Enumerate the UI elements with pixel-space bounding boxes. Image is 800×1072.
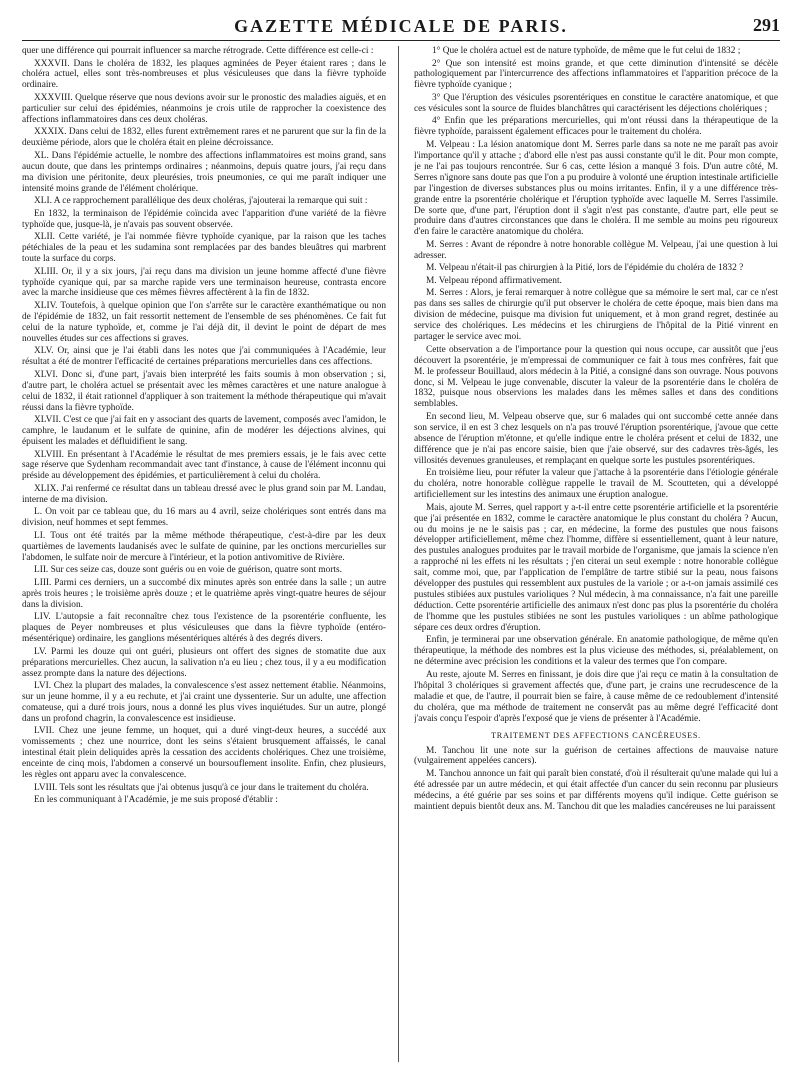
paragraph: LVI. Chez la plupart des malades, la convalescence s'est assez nettement établie. Néanmoins, sur un jeune homme, il y a eu rechute, et j'ai craint une dyssenterie. Sur un adulte, une affection comateuse, qui a duré trois jours, nous a donné les plus vives inquiétudes. Sur un autre, plongé dans un profond chagrin, la convalescence est insidieuse. (22, 681, 386, 724)
paragraph: LVII. Chez une jeune femme, un hoquet, qui a duré vingt-deux heures, a succédé aux vomissements ; chez une nourrice, dont les seins s'étaient brusquement affaissés, le canal intestinal était plein deliquides après la cessation des accidents cholériques. Chez une troisième, enceinte de cinq mois, l'abdomen a conservé un boursouflement insolite. Enfin, chez plusieurs, les règles ont apparu avec la convalescence. (22, 726, 386, 781)
text-columns (22, 46, 780, 1062)
paragraph: LI. Tous ont été traités par la même méthode thérapeutique, c'est-à-dire par les deux quartièmes de lavements laudanisés avec le sulfate de quinine, par les onctions mercurielles sur l'abdomen, le sulfate noir de mercure à l'intérieur, et la potion antivomitive de Rivière. (22, 530, 386, 563)
left-column (22, 46, 386, 1062)
journal-title: GAZETTE MÉDICALE DE PARIS. (234, 16, 568, 36)
paragraph: En troisième lieu, pour réfuter la valeur que j'attache à la psorentérie dans l'étiologie générale du choléra, notre honorable collègue rappelle le travail de M. Scoutteten, qui a développé artificiellement sur les intestins des animaux une éruption analogue. (414, 468, 778, 501)
paragraph: LII. Sur ces seize cas, douze sont guéris ou en voie de guérison, quatre sont morts. (34, 565, 343, 576)
paragraph: XXXVII. Dans le choléra de 1832, les plaques agminées de Peyer étaient rares ; dans le choléra actuel, elles sont très-nombreuses et plus vésiculeuses que dans la fièvre typhoïde ordinaire. (22, 58, 386, 91)
paragraph: L. On voit par ce tableau que, du 16 mars au 4 avril, seize cholériques sont entrés dans ma division, neuf hommes et sept femmes. (22, 507, 386, 529)
paragraph: M. Serres : Avant de répondre à notre honorable collègue M. Velpeau, j'ai une question à lui adresser. (414, 239, 778, 261)
paragraph: 3° Que l'éruption des vésicules psorentériques en constitue le caractère anatomique, et que ces vésicules sont la source de fluides blanchâtres qui caractérisent les déjections cholériques ; (414, 92, 778, 114)
paragraph: XXXVIII. Quelque réserve que nous devions avoir sur le pronostic des maladies aiguës, et en particulier sur celui des épidémies, néanmoins je crois utile de rapprocher la coexistence des affections inflammatoires dans ces deux choléras. (22, 92, 386, 125)
paragraph: LVIII. Tels sont les résultats que j'ai obtenus jusqu'à ce jour dans le traitement du choléra. (34, 782, 369, 793)
paragraph: LIII. Parmi ces derniers, un a succombé dix minutes après son entrée dans la salle ; un autre après trois heures ; le troisième après douze ; et le quatrième après vingt-quatre heures de séjour dans la division. (22, 577, 386, 610)
paragraph: Mais, ajoute M. Serres, quel rapport y a-t-il entre cette psorentérie artificielle et la psorentérie que j'ai présentée en 1832, comme le caractère anatomique le plus constant du choléra ? Aucun, ou du moins je ne le saisis pas ; car, en médecine, la forme des pustules que nous faisons développer artificiellement, même chez l'homme, diffère si essentiellement, quant à leur nature, des pustules analogues produites par le travail morbide de l'organisme, que jamais la science n'en a rapproché ni les effets ni les résultats ; j'en citerai un seul exemple : notre honorable collègue sait, comme moi, que, par l'application de l'emplâtre de tartre stibié sur la peau, nous faisons développer des pustules qui ressemblent aux pustules de la variole ; or a-t-on jamais assimilé ces pustules stibiées aux pustules varioliques ? Nul médecin, à ma connaissance, n'a fait une pareille déduction. Cette psorentérie artificielle des animaux n'est donc pas plus la psorentérie du choléra de l'homme que les pustules stibiées ne sont les pustules varioliques : un abîme pathologique sépare ces deux ordres d'éruption. (414, 502, 778, 633)
section-heading: TRAITEMENT DES AFFECTIONS CANCÉREUSES. (491, 730, 701, 740)
paragraph: Enfin, je terminerai par une observation générale. En anatomie pathologique, de même qu'en thérapeutique, la méthode des nombres est la plus vicieuse des méthodes, si, préalablement, on ne détermine avec précision les conditions et la valeur des termes que l'on compare. (414, 635, 778, 668)
paragraph: XLVII. C'est ce que j'ai fait en y associant des quarts de lavement, composés avec l'amidon, le camphre, le laudanum et le sulfate de quinine, afin de modérer les déjections alvines, qui épuisent les malades et défluidifient le sang. (22, 415, 386, 447)
paragraph: XXXIX. Dans celui de 1832, elles furent extrêmement rares et ne parurent que sur la fin de la deuxième période, alors que le choléra était en pleine décroissance. (22, 127, 386, 149)
paragraph: M. Velpeau : La lésion anatomique dont M. Serres parle dans sa note ne me paraît pas avoir l'importance qu'il y attache ; d'abord elle n'est pas aussi constante qu'il le dit. Pour mon compte, je ne l'ai pas toujours rencontrée. Sur 6 cas, cette lésion a manqué 3 fois. D'un autre côté, M. Serres n'ignore sans doute pas que l'on a pu produire à volonté une éruption intestinale artificielle par l'ingestion de diverses substances plus ou moins irritantes. Enfin, il y a une différence très-grande entre la psorentérie cholérique et l'éruption typhoïde avec laquelle M. Serres l'assimile. De sorte que, d'une part, l'éruption dont il s'agit n'est pas constante, d'autre part, elle peut se produire dans d'autres circonstances que dans le choléra. Il me semble au moins peu rigoureux d'en faire le caractère anatomique du choléra. (414, 139, 778, 238)
paragraph: XLIV. Toutefois, à quelque opinion que l'on s'arrête sur le caractère exanthématique ou non de l'épidémie de 1832, un fait ressortit nettement de l'ensemble de ses phénomènes. Ce fait fut celui de la nature typhoïde, et, comme je l'ai déjà dit, il devint le point de départ de mes nouvelles études sur ces affections si graves. (22, 300, 386, 344)
paragraph: 2° Que son intensité est moins grande, et que cette diminution d'intensité se décèle pathologiquement par l'intercurrence des affections inflammatoires et l'apparition précoce de la fièvre typhoïde cyanique ; (414, 58, 778, 91)
paragraph: XLV. Or, ainsi que je l'ai établi dans les notes que j'ai communiquées à l'Académie, leur résultat a été de montrer l'efficacité de certaines préparations mercurielles dans ces affections. (22, 346, 386, 368)
right-column (414, 46, 778, 1062)
journal-page (22, 14, 780, 1062)
paragraph: Au reste, ajoute M. Serres en finissant, je dois dire que j'ai reçu ce matin à la consultation de l'hôpital 3 cholériques si gravement affectés que, d'une part, je crains une recrudescence de la maladie et que, de l'autre, il pourrait bien se faire, à cause même de ce redoublement d'intensité du choléra, que ma méthode de traitement ne conservât pas au même degré l'efficacité dont j'avais conçu l'espoir d'après l'exposé que je viens de présenter à l'Académie. (414, 669, 778, 724)
paragraph: XLIX. J'ai renfermé ce résultat dans un tableau dressé avec le plus grand soin par M. Landau, interne de ma division. (22, 483, 386, 505)
page-number: 291 (753, 15, 780, 35)
paragraph: M. Velpeau n'était-il pas chirurgien à la Pitié, lors de l'épidémie du choléra de 1832 ? (426, 263, 744, 274)
paragraph: En les communiquant à l'Académie, je me suis proposé d'établir : (34, 795, 278, 806)
paragraph: M. Velpeau répond affirmativement. (426, 275, 562, 286)
paragraph: En 1832, la terminaison de l'épidémie coïncida avec l'apparition d'une variété de la fièvre typhoïde que, jusque-là, je n'avais pas souvent observée. (22, 208, 386, 230)
paragraph: 1° Que le choléra actuel est de nature typhoïde, de même que le fut celui de 1832 ; (432, 46, 741, 56)
paragraph: XLII. Cette variété, je l'ai nommée fièvre typhoïde cyanique, par la raison que les taches pétéchiales de la peau et les sudamina sont remplacées par des bandes bleuâtres qui marbrent toute la surface du corps. (22, 232, 386, 265)
paragraph: XLVIII. En présentant à l'Académie le résultat de mes premiers essais, je le fais avec cette sage réserve que Sydenham recommandait avec tant d'instance, à cause de l'élément inconnu qui préside au développement des épidémies, et particulièrement à celui du choléra. (22, 449, 386, 482)
paragraph: M. Tanchou annonce un fait qui paraît bien constaté, d'où il résulterait qu'une malade qui lui a été adressée par un autre médecin, et qui était affectée d'un cancer du sein reconnu par plusieurs médecins, a été guérie par ses soins et par différents moyens qu'il indique. Cette guérison se maintient depuis bientôt deux ans. M. Tanchou dit que les maladies cancéreuses ne lui paraissent (414, 768, 778, 812)
paragraph: LV. Parmi les douze qui ont guéri, plusieurs ont offert des signes de stomatite due aux préparations mercurielles. Chez aucun, la salivation n'a eu lieu ; chez tous, il y a eu modification assez prompte dans la nature des déjections. (22, 646, 386, 679)
paragraph: XLVI. Donc si, d'une part, j'avais bien interprété les faits soumis à mon observation ; si, d'autre part, le choléra actuel se présentait avec les mêmes caractères et une nature analogue à celui de 1832, il était rationnel d'appliquer à son traitement la méthode thérapeutique qui m'avait réussi dans la fièvre typhoïde. (22, 369, 386, 413)
column-divider (398, 46, 399, 1062)
paragraph: En second lieu, M. Velpeau observe que, sur 6 malades qui ont succombé cette année dans son service, il en est 3 chez lesquels on n'a pas trouvé l'éruption psorentérique, j'avoue que cette absence de l'éruption m'étonne, et qu'elle indique entre le choléra présent et celui de 1832, une différence que je n'ai pas encore saisie, bien que j'aie observé, sur des cadavres très-âgés, les villosités devenues granuleuses, et remplaçant en quelque sorte les pustules psorentériques. (414, 411, 778, 466)
paragraph: quer une différence qui pourrait influencer sa marche rétrograde. Cette différence est celle-ci : (22, 46, 374, 56)
paragraph: 4° Enfin que les préparations mercurielles, qui m'ont réussi dans la thérapeutique de la fièvre typhoïde, paraissent également efficaces pour le traitement du choléra. (414, 116, 778, 138)
paragraph: XLI. A ce rapprochement parallélique des deux choléras, j'ajouterai la remarque qui suit : (34, 196, 368, 207)
page-header (22, 14, 780, 41)
paragraph: M. Serres : Alors, je ferai remarquer à notre collègue que sa mémoire le sert mal, car ce n'est pas dans ses salles de chirurgie qu'il put observer le choléra de cette époque, mais bien dans ma division de médecine, puisque ma division fut uniquement, et à mon grand regret, destinée au service des cholériques. Les médecins et les chirurgiens de l'hôpital de la Pitié vinrent en partager le service avec moi. (414, 288, 778, 343)
paragraph: XL. Dans l'épidémie actuelle, le nombre des affections inflammatoires est moins grand, sans aucun doute, que dans les printemps ordinaires ; néanmoins, depuis quatre jours, j'ai reçu dans ma division une péritonite, deux pleurésies, trois pneumonies, ce qui me paraît indiquer une intensité moins grande de l'élément cholérique. (22, 150, 386, 194)
paragraph: M. Tanchou lit une note sur la guérison de certaines affections de mauvaise nature (vulgairement appelées cancers). (414, 745, 778, 767)
paragraph: Cette observation a de l'importance pour la question qui nous occupe, car aussitôt que j'eus découvert la psorentérie, je m'empressai de communiquer ce fait à tous mes confrères, fait que M. le professeur Bouillaud, alors médecin à la Pitié, a consigné dans son ouvrage. Nous pouvons donc, si M. Velpeau le juge convenable, discuter la valeur de la psorentérie dans le choléra de 1832, puisque nous observions les malades dans les mêmes salles et dans des conditions semblables. (414, 344, 778, 410)
paragraph: XLIII. Or, il y a six jours, j'ai reçu dans ma division un jeune homme affecté d'une fièvre typhoïde cyanique qui, par sa marche rapide vers une terminaison heureuse, contrasta encore avec la marche insidieuse que ces mêmes fièvres affectèrent à la fin de 1832. (22, 266, 386, 299)
paragraph: LIV. L'autopsie a fait reconnaître chez tous l'existence de la psorentérie confluente, les plaques de Peyer nombreuses et plus vésiculeuses que dans la fièvre typhoïde (entéro-mésentérique) ordinaire, les ganglions mésentériques altérés à des degrés divers. (22, 612, 386, 645)
